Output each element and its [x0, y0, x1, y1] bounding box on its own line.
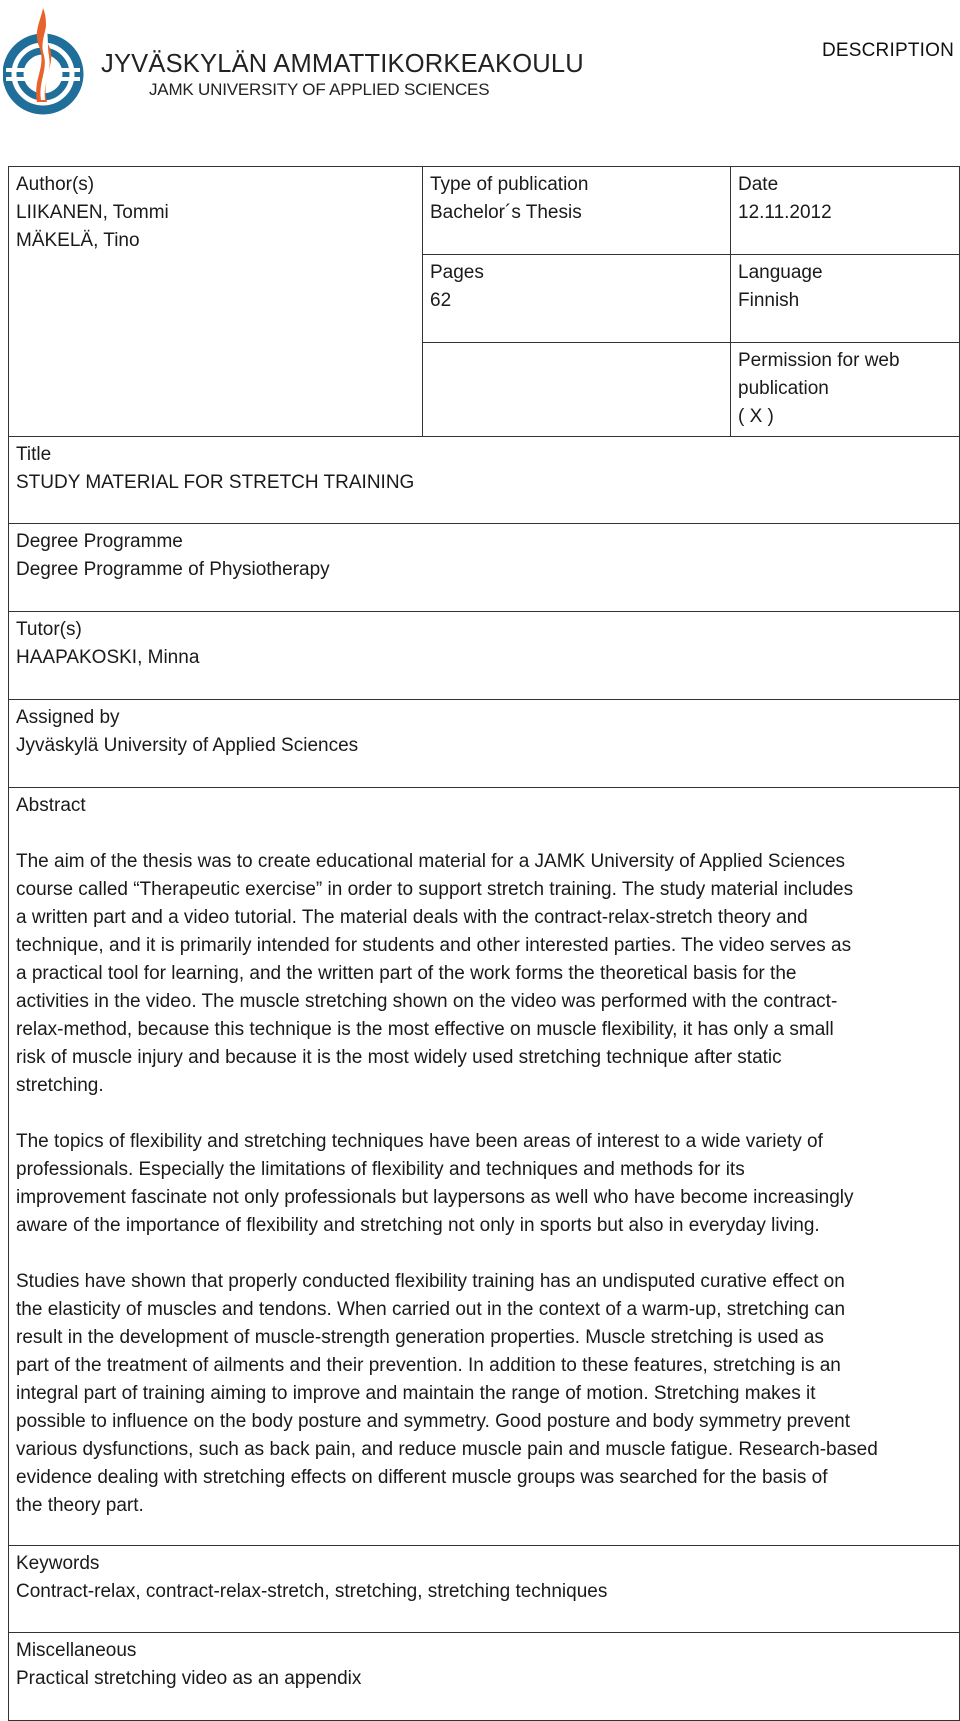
date-cell: [731, 167, 960, 255]
university-name-fi: JYVÄSKYLÄN AMMATTIKORKEAKOULU: [101, 50, 584, 78]
abstract-line: stretching.: [16, 1075, 104, 1096]
title-cell: [9, 437, 960, 524]
keywords-label: Keywords: [16, 1553, 100, 1574]
web-permission-value: ( X ): [738, 406, 774, 427]
abstract-line: improvement fascinate not only professionals but laypersons as well who have become increasingly: [16, 1187, 854, 1208]
keywords-value: Contract-relax, contract-relax-stretch, stretching, stretching techniques: [16, 1581, 608, 1602]
author-name: LIIKANEN, Tommi: [16, 202, 169, 223]
abstract-line: risk of muscle injury and because it is the most widely used stretching technique after static: [16, 1047, 782, 1068]
tutor-label: Tutor(s): [16, 619, 82, 640]
publication-type-label: Type of publication: [430, 174, 589, 195]
abstract-line: possible to influence on the body posture and symmetry. Good posture and body symmetry prevent: [16, 1411, 850, 1432]
author-cell: [9, 167, 423, 437]
abstract-line: technique, and it is primarily intended for students and other interested parties. The video serves as: [16, 935, 852, 956]
author-label: Author(s): [16, 174, 95, 195]
abstract-line: The topics of flexibility and stretching techniques have been areas of interest to a wide variety of: [16, 1131, 823, 1152]
author-name: MÄKELÄ, Tino: [16, 230, 140, 251]
abstract-line: a written part and a video tutorial. The material deals with the contract-relax-stretch theory and: [16, 907, 808, 928]
abstract-line: professionals. Especially the limitations of flexibility and techniques and methods for its: [16, 1159, 745, 1180]
abstract-line: evidence dealing with stretching effects on different muscle groups was searched for the basis of: [16, 1467, 828, 1488]
assigned-by-cell: [9, 700, 960, 788]
miscellaneous-label: Miscellaneous: [16, 1640, 137, 1661]
web-permission-cell: [731, 343, 960, 437]
flame-globe-logo-icon: [3, 6, 87, 116]
title-label: Title: [16, 444, 52, 465]
abstract-line: Studies have shown that properly conducted flexibility training has an undisputed curative effect on: [16, 1271, 845, 1292]
university-name-en: JAMK UNIVERSITY OF APPLIED SCIENCES: [149, 80, 490, 99]
pages-cell: [423, 255, 731, 343]
abstract-line: the elasticity of muscles and tendons. When carried out in the context of a warm-up, stretching can: [16, 1299, 846, 1320]
abstract-line: course called “Therapeutic exercise” in order to support stretch training. The study material includes: [16, 879, 854, 900]
language-cell: [731, 255, 960, 343]
language-value: Finnish: [738, 290, 800, 311]
description-form: [8, 166, 960, 1721]
keywords-cell: [9, 1546, 960, 1633]
miscellaneous-value: Practical stretching video as an appendix: [16, 1668, 362, 1689]
abstract-line: various dysfunctions, such as back pain, and reduce muscle pain and muscle fatigue. Research-based: [16, 1439, 878, 1460]
abstract-paragraph: [16, 848, 953, 1100]
web-permission-label: publication: [738, 378, 829, 399]
document-type-label: DESCRIPTION: [821, 40, 954, 61]
abstract-line: The aim of the thesis was to create educational material for a JAMK University of Applied Sciences: [16, 851, 846, 872]
degree-programme-value: Degree Programme of Physiotherapy: [16, 559, 330, 580]
abstract-line: activities in the video. The muscle stretching shown on the video was performed with the contract-: [16, 991, 838, 1012]
publication-type-cell: [423, 167, 731, 255]
date-label: Date: [738, 174, 779, 195]
tutor-cell: [9, 612, 960, 700]
abstract-line: the theory part.: [16, 1495, 144, 1516]
thesis-title: STUDY MATERIAL FOR STRETCH TRAINING: [16, 472, 415, 493]
date-value: 12.11.2012: [738, 202, 832, 223]
abstract-line: integral part of training aiming to improve and maintain the range of motion. Stretching makes it: [16, 1383, 816, 1404]
abstract-line: aware of the importance of flexibility and stretching not only in sports but also in everyday living.: [16, 1215, 820, 1236]
abstract-line: a practical tool for learning, and the written part of the work forms the theoretical basis for the: [16, 963, 797, 984]
degree-programme-cell: [9, 524, 960, 612]
abstract-label: Abstract: [16, 795, 86, 816]
abstract-line: relax-method, because this technique is the most effective on muscle flexibility, it has only a small: [16, 1019, 834, 1040]
degree-programme-label: Degree Programme: [16, 531, 183, 552]
miscellaneous-cell: [9, 1633, 960, 1721]
abstract-cell: [9, 788, 960, 1546]
university-logo: [3, 6, 584, 116]
abstract-paragraph: [16, 1268, 953, 1520]
pages-label: Pages: [430, 262, 484, 283]
web-permission-label: Permission for web: [738, 350, 900, 371]
abstract-line: part of the treatment of ailments and their prevention. In addition to these features, stretching is an: [16, 1355, 841, 1376]
publication-type-value: Bachelor´s Thesis: [430, 202, 582, 223]
assigned-by-value: Jyväskylä University of Applied Sciences: [16, 735, 359, 756]
pages-value: 62: [430, 290, 452, 311]
abstract-line: result in the development of muscle-strength generation properties. Muscle stretching is used as: [16, 1327, 824, 1348]
abstract-paragraph: [16, 1128, 953, 1240]
empty-cell: [423, 343, 731, 437]
assigned-by-label: Assigned by: [16, 707, 120, 728]
tutor-value: HAAPAKOSKI, Minna: [16, 647, 200, 668]
language-label: Language: [738, 262, 823, 283]
